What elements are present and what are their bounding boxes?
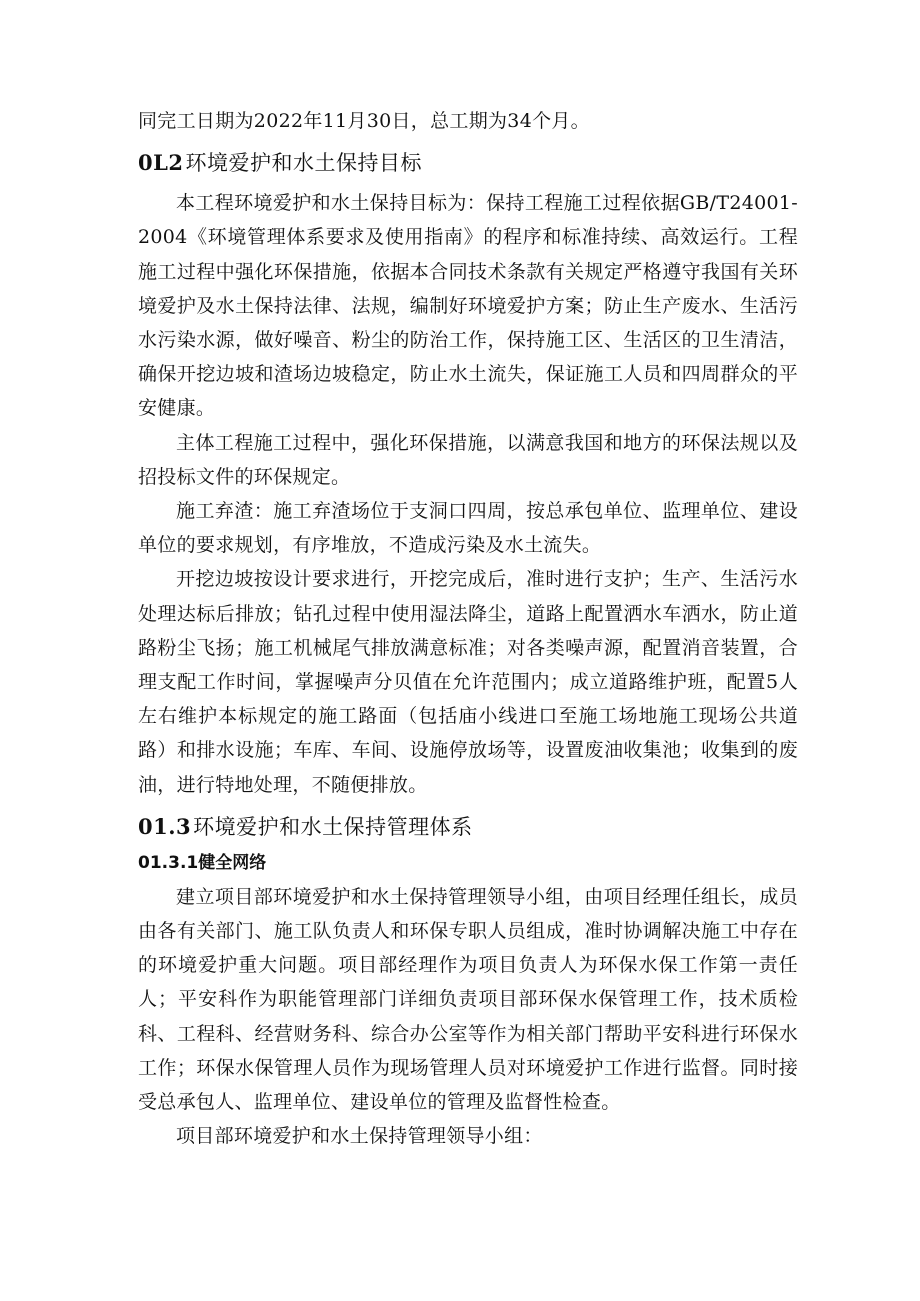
paragraph-goals: 本工程环境爱护和水土保持目标为：保持工程施工过程依据GB/T24001-2004《环境管理体系要求及使用指南》的程序和标准持续、高效运行。工程施工过程中强化环保措施，依据本合同技术条款有关规定严格遵守我国有关环境爱护及水土保持法律、法规，编制好环境爱护方案；防止生产废水、生活污水污染水源，做好噪音、粉尘的防治工作，保持施工区、生活区的卫生清洁，确保开挖边坡和渣场边坡稳定，防止水土流失，保证施工人员和四周群众的平安健康。 bbox=[138, 192, 798, 420]
section-title: 环境爱护和水土保持目标 bbox=[185, 151, 422, 176]
section-heading-012 bbox=[138, 148, 798, 178]
section-title: 环境爱护和水土保持管理体系 bbox=[193, 814, 473, 839]
paragraph-spoil: 施工弃渣：施工弃渣场位于支洞口四周，按总承包单位、监理单位、建设单位的要求规划，有序堆放，不造成污染及水土流失。 bbox=[138, 500, 798, 557]
paragraph-completion-date: 同完工日期为2022年11月30日，总工期为34个月。 bbox=[138, 110, 590, 132]
paragraph-excavation: 开挖边坡按设计要求进行，开挖完成后，准时进行支护；生产、生活污水处理达标后排放；钻孔过程中使用湿法降尘，道路上配置洒水车洒水，防止道路粉尘飞扬；施工机械尾气排放满意标准；对各类噪声源，配置消音装置，合理支配工作时间，掌握噪声分贝值在允许范围内；成立道路维护班，配置5人左右维护本标规定的施工路面（包括庙小线进口至施工场地施工现场公共道路）和排水设施；车库、车间、设施停放场等，设置废油收集池；收集到的废油，进行特地处理，不随便排放。 bbox=[138, 568, 798, 796]
paragraph-main-works: 主体工程施工过程中，强化环保措施，以满意我国和地方的环保法规以及招投标文件的环保规定。 bbox=[138, 431, 798, 488]
section-number: 01.3 bbox=[138, 813, 192, 839]
section-number: 0L2 bbox=[138, 150, 184, 176]
document-body bbox=[138, 104, 798, 1153]
section-heading-013 bbox=[138, 812, 798, 842]
subsection-heading-0131: 01.3.1健全网络 bbox=[138, 852, 267, 873]
paragraph-organization: 建立项目部环境爱护和水土保持管理领导小组，由项目经理任组长，成员由各有关部门、施工队负责人和环保专职人员组成，准时协调解决施工中存在的环境爱护重大问题。项目部经理作为项目负责人为环保水保工作第一责任人；平安科作为职能管理部门详细负责项目部环保水保管理工作，技术质检科、工程科、经营财务科、综合办公室等作为相关部门帮助平安科进行环保水工作；环保水保管理人员作为现场管理人员对环境爱护工作进行监督。同时接受总承包人、监理单位、建设单位的管理及监督性检查。 bbox=[138, 885, 798, 1114]
paragraph-leadership-group: 项目部环境爱护和水土保持管理领导小组： bbox=[176, 1125, 543, 1148]
